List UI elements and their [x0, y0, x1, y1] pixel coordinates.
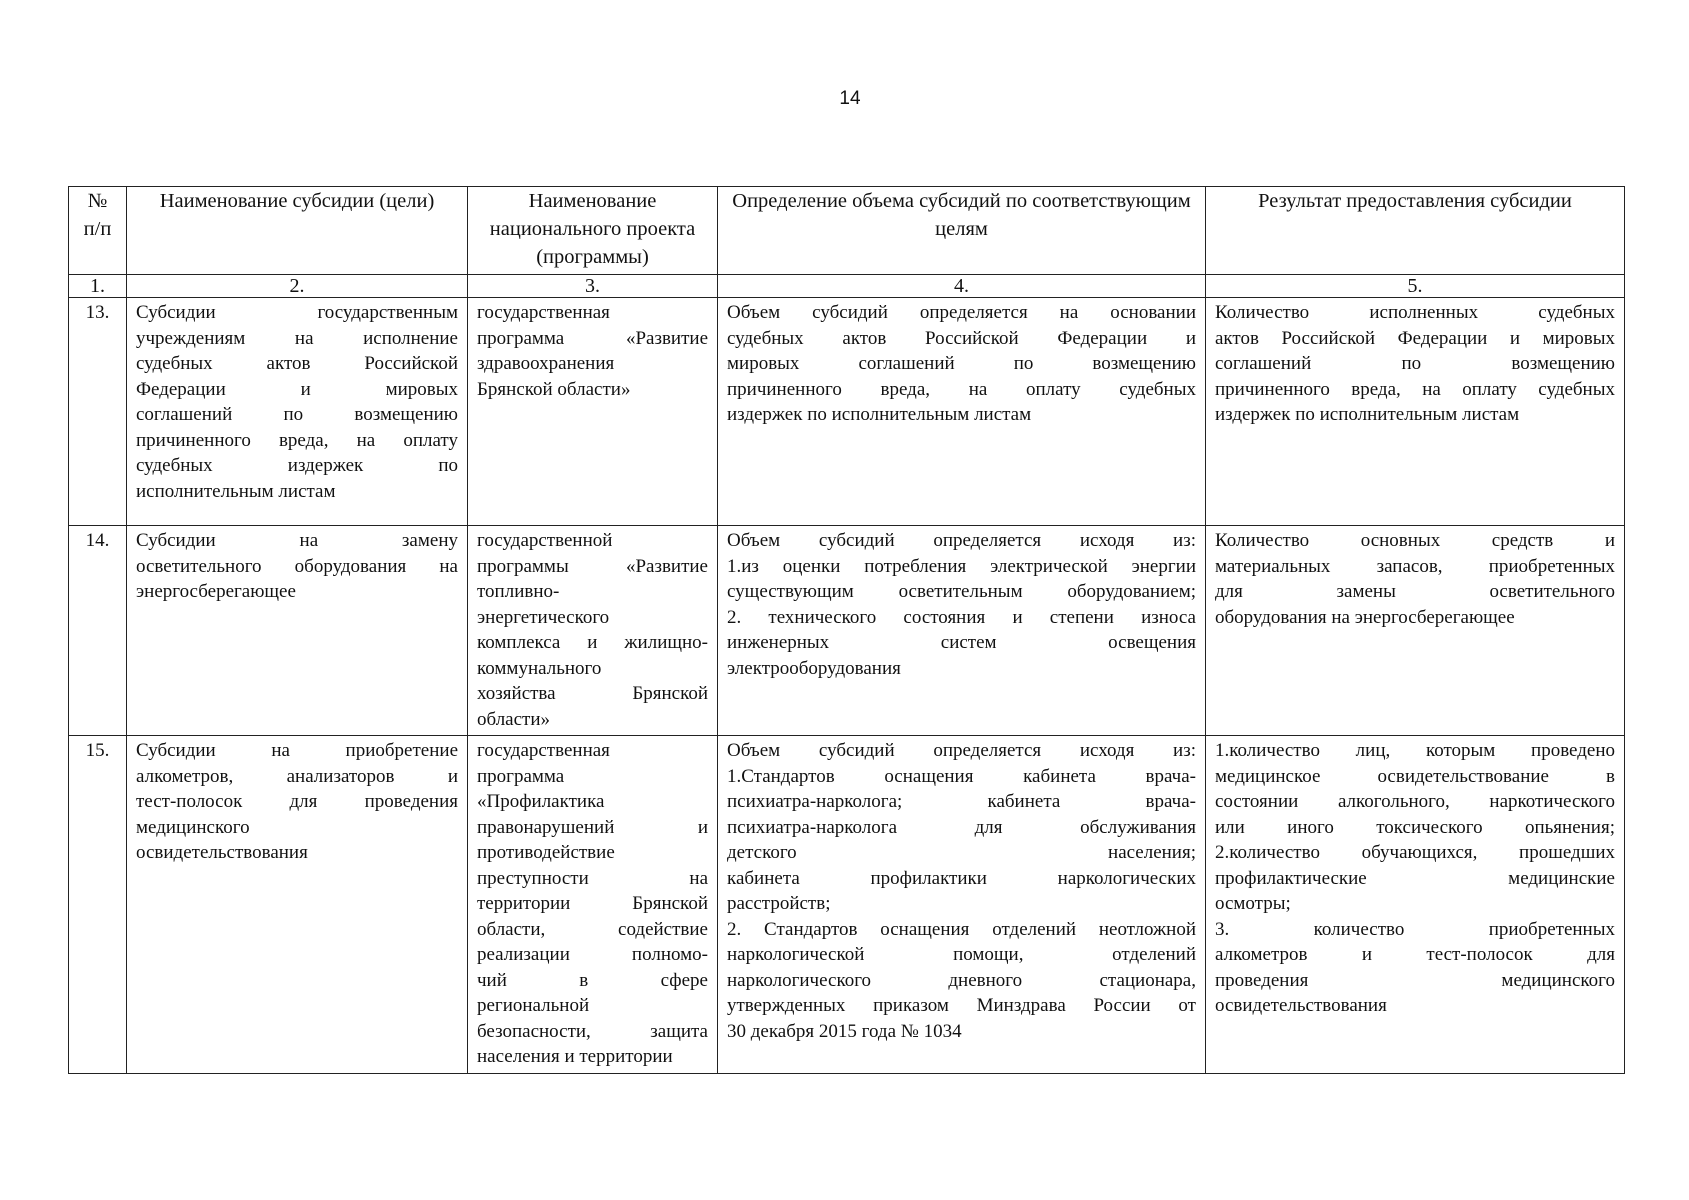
text-line: государственная — [477, 740, 610, 761]
text-line: наркологической помощи, отделений — [727, 944, 1196, 965]
result-cell — [1206, 298, 1625, 526]
text-line: Объем субсидий определяется исходя из: — [727, 530, 1196, 551]
row-number-cell: 14. — [69, 526, 127, 736]
text-line: 3. количество приобретенных — [1215, 918, 1615, 940]
national-project-cell — [468, 526, 718, 736]
text-line: реализации полномо- — [477, 944, 708, 965]
text-line: оборудования на энергосберегающее — [1215, 606, 1515, 628]
volume-definition-cell — [718, 298, 1206, 526]
text-line: осмотры; — [1215, 893, 1291, 914]
text-line: программы «Развитие — [477, 555, 708, 577]
row-number-cell: 13. — [69, 298, 127, 526]
text-line: причиненного вреда, на оплату судебных — [727, 378, 1196, 400]
text-line: Субсидии на приобретение — [136, 740, 458, 761]
header-subsidy-name: Наименование субсидии (цели) — [127, 187, 468, 275]
subsidy-name-cell — [127, 736, 468, 1074]
text-line: состоянии алкогольного, наркотического — [1215, 791, 1615, 812]
text-line: расстройств; — [727, 893, 831, 914]
text-line: противодействие — [477, 842, 615, 863]
text-line: энергосберегающее — [136, 581, 296, 602]
text-line: 1.количество лиц, которым проведено — [1215, 740, 1615, 761]
text-line: 1.Стандартов оснащения кабинета врача- — [727, 765, 1196, 787]
text-line: Субсидии государственным — [136, 302, 458, 323]
text-line: здравоохранения — [477, 353, 615, 374]
subsidy-name-cell — [127, 526, 468, 736]
text-line: Субсидии на замену — [136, 530, 458, 551]
page-number: 14 — [839, 88, 861, 109]
national-project-cell — [468, 298, 718, 526]
text-line: проведения медицинского — [1215, 969, 1615, 991]
text-line: безопасности, защита — [477, 1020, 708, 1042]
text-line: государственной — [477, 530, 613, 551]
text-line: инженерных систем освещения — [727, 632, 1196, 653]
text-line: судебных издержек по — [136, 455, 458, 476]
text-line: медицинское освидетельствование в — [1215, 765, 1615, 787]
text-line: причиненного вреда, на оплату судебных — [1215, 378, 1615, 400]
text-line: алкометров, анализаторов и — [136, 765, 458, 787]
text-line: существующим осветительным оборудованием; — [727, 581, 1196, 602]
column-number: 2. — [127, 275, 468, 298]
text-line: энергетического — [477, 606, 610, 628]
result-cell — [1206, 526, 1625, 736]
text-line: программа — [477, 765, 565, 787]
text-line: соглашений по возмещению — [136, 404, 458, 425]
subsidy-table — [68, 186, 1625, 1074]
text-line: мировых соглашений по возмещению — [727, 353, 1196, 374]
text-line: Федерации и мировых — [136, 378, 458, 400]
text-line: учреждениям на исполнение — [136, 327, 458, 349]
text-line: Брянской области» — [477, 378, 631, 400]
text-line: судебных актов Российской Федерации и — [727, 327, 1196, 349]
text-line: топливно- — [477, 581, 560, 602]
text-line: Количество исполненных судебных — [1215, 302, 1615, 323]
text-line: соглашений по возмещению — [1215, 353, 1615, 374]
text-line: преступности на — [477, 867, 708, 889]
text-line: Количество основных средств и — [1215, 530, 1615, 551]
text-line: освидетельствования — [1215, 995, 1387, 1016]
text-line: чий в сфере — [477, 969, 708, 991]
text-line: программа «Развитие — [477, 327, 708, 349]
text-line: наркологического дневного стационара, — [727, 969, 1196, 991]
header-volume-definition: Определение объема субсидий по соответствующим целям — [718, 187, 1206, 275]
header-result: Результат предоставления субсидии — [1206, 187, 1625, 275]
text-line: кабинета профилактики наркологических — [727, 867, 1196, 889]
text-line: или иного токсического опьянения; — [1215, 816, 1615, 838]
column-number: 5. — [1206, 275, 1625, 298]
text-line: судебных актов Российской — [136, 353, 458, 374]
text-line: 2.количество обучающихся, прошедших — [1215, 842, 1615, 863]
text-line: комплекса и жилищно- — [477, 632, 708, 653]
text-line: электрооборудования — [727, 657, 901, 679]
header-national-project: Наименование национального проекта (программы) — [468, 187, 718, 275]
text-line: профилактические медицинские — [1215, 867, 1615, 889]
text-line: «Профилактика — [477, 791, 605, 812]
text-line: исполнительным листам — [136, 480, 336, 502]
text-line: актов Российской Федерации и мировых — [1215, 327, 1615, 349]
column-number-row — [69, 275, 1625, 298]
text-line: алкометров и тест-полосок для — [1215, 944, 1615, 965]
national-project-cell — [468, 736, 718, 1074]
text-line: освидетельствования — [136, 842, 308, 863]
text-line: хозяйства Брянской — [477, 683, 708, 704]
text-line: 2. технического состояния и степени износа — [727, 606, 1196, 628]
text-line: населения и территории — [477, 1046, 673, 1067]
column-number: 4. — [718, 275, 1206, 298]
column-number: 3. — [468, 275, 718, 298]
text-line: тест-полосок для проведения — [136, 791, 458, 812]
text-line: психиатра-нарколога для обслуживания — [727, 816, 1196, 838]
volume-definition-cell — [718, 736, 1206, 1074]
text-line: области» — [477, 708, 551, 730]
table-row — [69, 298, 1625, 526]
result-cell — [1206, 736, 1625, 1074]
text-line: психиатра-нарколога; кабинета врача- — [727, 791, 1196, 812]
text-line: издержек по исполнительным листам — [1215, 404, 1520, 425]
column-number: 1. — [69, 275, 127, 298]
text-line: материальных запасов, приобретенных — [1215, 555, 1615, 577]
text-line: осветительного оборудования на — [136, 555, 458, 577]
text-line: медицинского — [136, 816, 250, 838]
text-line: правонарушений и — [477, 816, 708, 838]
volume-definition-cell — [718, 526, 1206, 736]
table-row — [69, 736, 1625, 1074]
text-line: региональной — [477, 995, 590, 1016]
text-line: для замены осветительного — [1215, 581, 1615, 602]
text-line: издержек по исполнительным листам — [727, 404, 1032, 425]
text-line: государственная — [477, 302, 610, 323]
table-row — [69, 526, 1625, 736]
text-line: 1.из оценки потребления электрической энергии — [727, 555, 1196, 577]
row-number-cell: 15. — [69, 736, 127, 1074]
text-line: Объем субсидий определяется исходя из: — [727, 740, 1196, 761]
text-line: Объем субсидий определяется на основании — [727, 302, 1196, 323]
text-line: коммунального — [477, 657, 602, 679]
text-line: 2. Стандартов оснащения отделений неотложной — [727, 918, 1196, 940]
table-header-row — [69, 187, 1625, 275]
text-line: детского населения; — [727, 842, 1196, 863]
text-line: утвержденных приказом Минздрава России от — [727, 995, 1196, 1016]
text-line: 30 декабря 2015 года № 1034 — [727, 1020, 962, 1042]
header-number: № п/п — [69, 187, 127, 275]
subsidy-name-cell — [127, 298, 468, 526]
text-line: области, содействие — [477, 918, 708, 940]
text-line: территории Брянской — [477, 893, 708, 914]
text-line: причиненного вреда, на оплату — [136, 429, 458, 451]
